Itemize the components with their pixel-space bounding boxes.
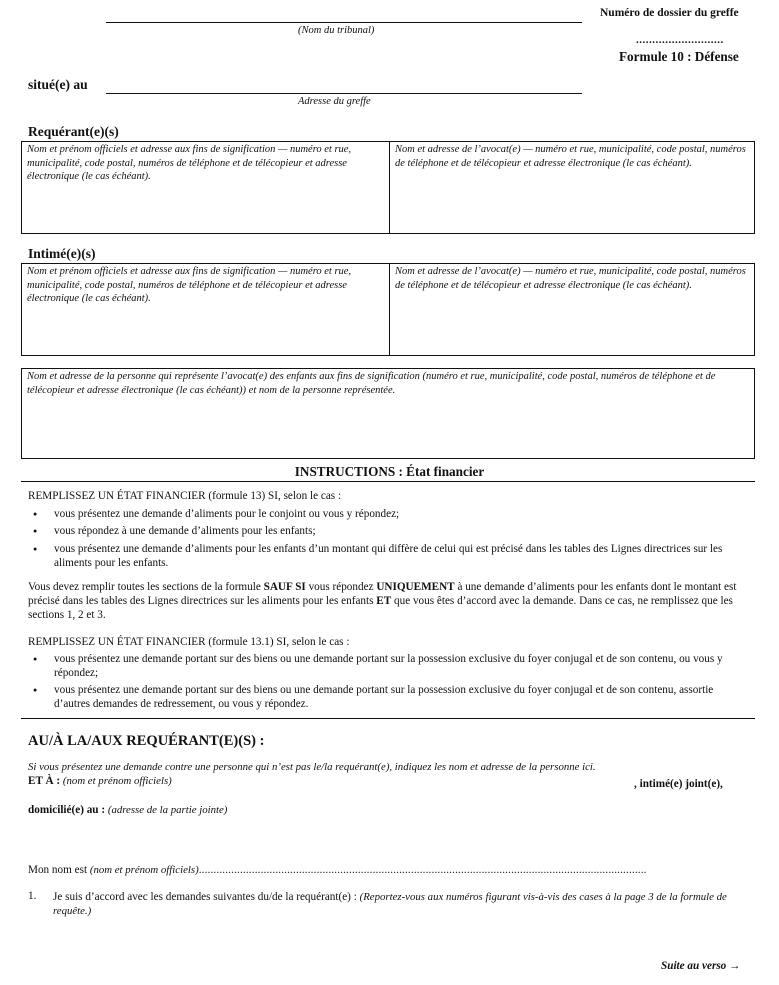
tribunal-caption: (Nom du tribunal) [298,25,375,36]
intime-joint-label: , intimé(e) joint(e), [634,778,723,790]
instructions-p1-list [28,507,748,570]
joined-party-note: Si vous présentez une demande contre une personne qui n’est pas le/la requérant(e), indiquez les nom et adresse de la personne ici. [28,761,596,773]
instructions-body [28,489,748,715]
p2-et: ET [376,595,392,608]
domicile-label: domicilié(e) au : [28,804,106,816]
p2-text: à une demande d’aliments pour les enfants dont le montant est précisé dans les tables des Lignes directrices sur les aliments pour les enfants [28,581,737,608]
intimes-box [21,263,755,356]
court-address-line[interactable] [106,93,582,94]
et-a-label: ET À : [28,775,61,787]
instructions-p3-bullet: ● vous présentez une demande portant sur des biens ou une demande portant sur la possession exclusive du foyer conjugal et de son contenu, ou vous y répondez; [28,652,748,680]
p2-text: Vous devez remplir toutes les sections de la formule [28,581,264,594]
item-1-number: 1. [28,890,37,902]
requerant-lawyer-cell[interactable]: Nom et adresse de l’avocat(e) — numéro et rue, municipalité, code postal, numéros de téléphone et de télécopieur et adresse électronique (le cas échéant). [395,144,746,169]
children-rep-cell[interactable]: Nom et adresse de la personne qui représente l’avocat(e) des enfants aux fins de signification (numéro et rue, municipalité, code postal, numéros de téléphone et de télécopieur et adresse électronique (le cas échéant)) et nom de la personne représentée. [27,371,716,396]
intimes-heading: Intimé(e)(s) [28,246,96,261]
form-title: Formule 10 : Défense [619,49,739,64]
to-applicants-heading: AU/À LA/AUX REQUÉRANT(E)(S) : [28,733,265,749]
instructions-p1-bullet: ● vous répondez à une demande d’aliments pour les enfants; [28,524,748,538]
court-address-caption: Adresse du greffe [298,96,371,107]
domicile-row [28,804,227,816]
instructions-p2 [28,580,748,623]
requerant-party-cell[interactable]: Nom et prénom officiels et adresse aux fins de signification — numéro et rue, municipalité, code postal, numéros de téléphone et de télécopieur et adresse électronique (le cas échéant). [22,142,390,233]
my-name-row [28,864,748,876]
requerants-box [21,141,755,234]
p2-sauf-si: SAUF SI [263,581,306,594]
domicile-hint[interactable]: (adresse de la partie jointe) [107,804,228,816]
instructions-top-rule [21,481,755,482]
instructions-p3-intro: REMPLISSEZ UN ÉTAT FINANCIER (formule 13.1) SI, selon le cas : [28,635,350,648]
instructions-p3-bullet: ● vous présentez une demande portant sur des biens ou une demande portant sur la possession exclusive du foyer conjugal et de son contenu, assortie d’autres demandes de redressement, ou vous y répondez. [28,683,748,711]
my-name-label: Mon nom est [28,864,88,876]
p2-text: que vous êtes d’accord avec la demande. Dans ce cas, ne remplissez que les sections 1, 2 et 3. [28,595,733,622]
et-a-row [28,775,172,787]
instructions-p3-list [28,652,748,712]
instructions-p1-intro: REMPLISSEZ UN ÉTAT FINANCIER (formule 13) SI, selon le cas : [28,490,342,502]
p2-text: vous répondez [305,581,377,594]
item-1-hint: (Reportez-vous aux numéros figurant vis-à-vis des cases à la page 3 de la formule de requête.) [53,891,727,918]
continued-overleaf [661,960,740,972]
my-name-hint: (nom et prénom officiels) [89,864,199,876]
file-number-label: Numéro de dossier du greffe [600,7,739,19]
file-number-field[interactable]: ........................... [636,34,724,46]
children-rep-box [21,368,755,459]
instructions-p1-bullet: ● vous présentez une demande d’aliments pour le conjoint ou vous y répondez; [28,507,748,521]
p2-uniquement: UNIQUEMENT [376,581,455,594]
arrow-right-icon: → [729,960,741,972]
continued-label: Suite au verso [661,960,727,972]
intime-party-cell[interactable]: Nom et prénom officiels et adresse aux fins de signification — numéro et rue, municipalité, code postal, numéros de téléphone et de télécopieur et adresse électronique (le cas échéant). [22,264,390,355]
instructions-p1-bullet: ● vous présentez une demande d’aliments pour les enfants d’un montant qui diffère de celui qui est précisé dans les tables des Lignes directrices sur les aliments pour les enfants. [28,542,748,570]
instructions-bottom-rule [21,718,755,719]
tribunal-name-line[interactable] [106,22,582,23]
situe-label: situé(e) au [28,77,88,92]
requerants-heading: Requérant(e)(s) [28,124,119,139]
instructions-title: INSTRUCTIONS : État financier [294,464,485,479]
et-a-hint[interactable]: (nom et prénom officiels) [62,775,172,787]
item-1-statement: Je suis d’accord avec les demandes suivantes du/de la requérant(e) : [53,891,360,903]
intime-lawyer-cell[interactable]: Nom et adresse de l’avocat(e) — numéro et rue, municipalité, code postal, numéros de téléphone et de télécopieur et adresse électronique (le cas échéant). [395,266,746,291]
my-name-field[interactable]: ........................................................................................................................................................ [198,864,647,876]
item-1-text [53,890,748,918]
